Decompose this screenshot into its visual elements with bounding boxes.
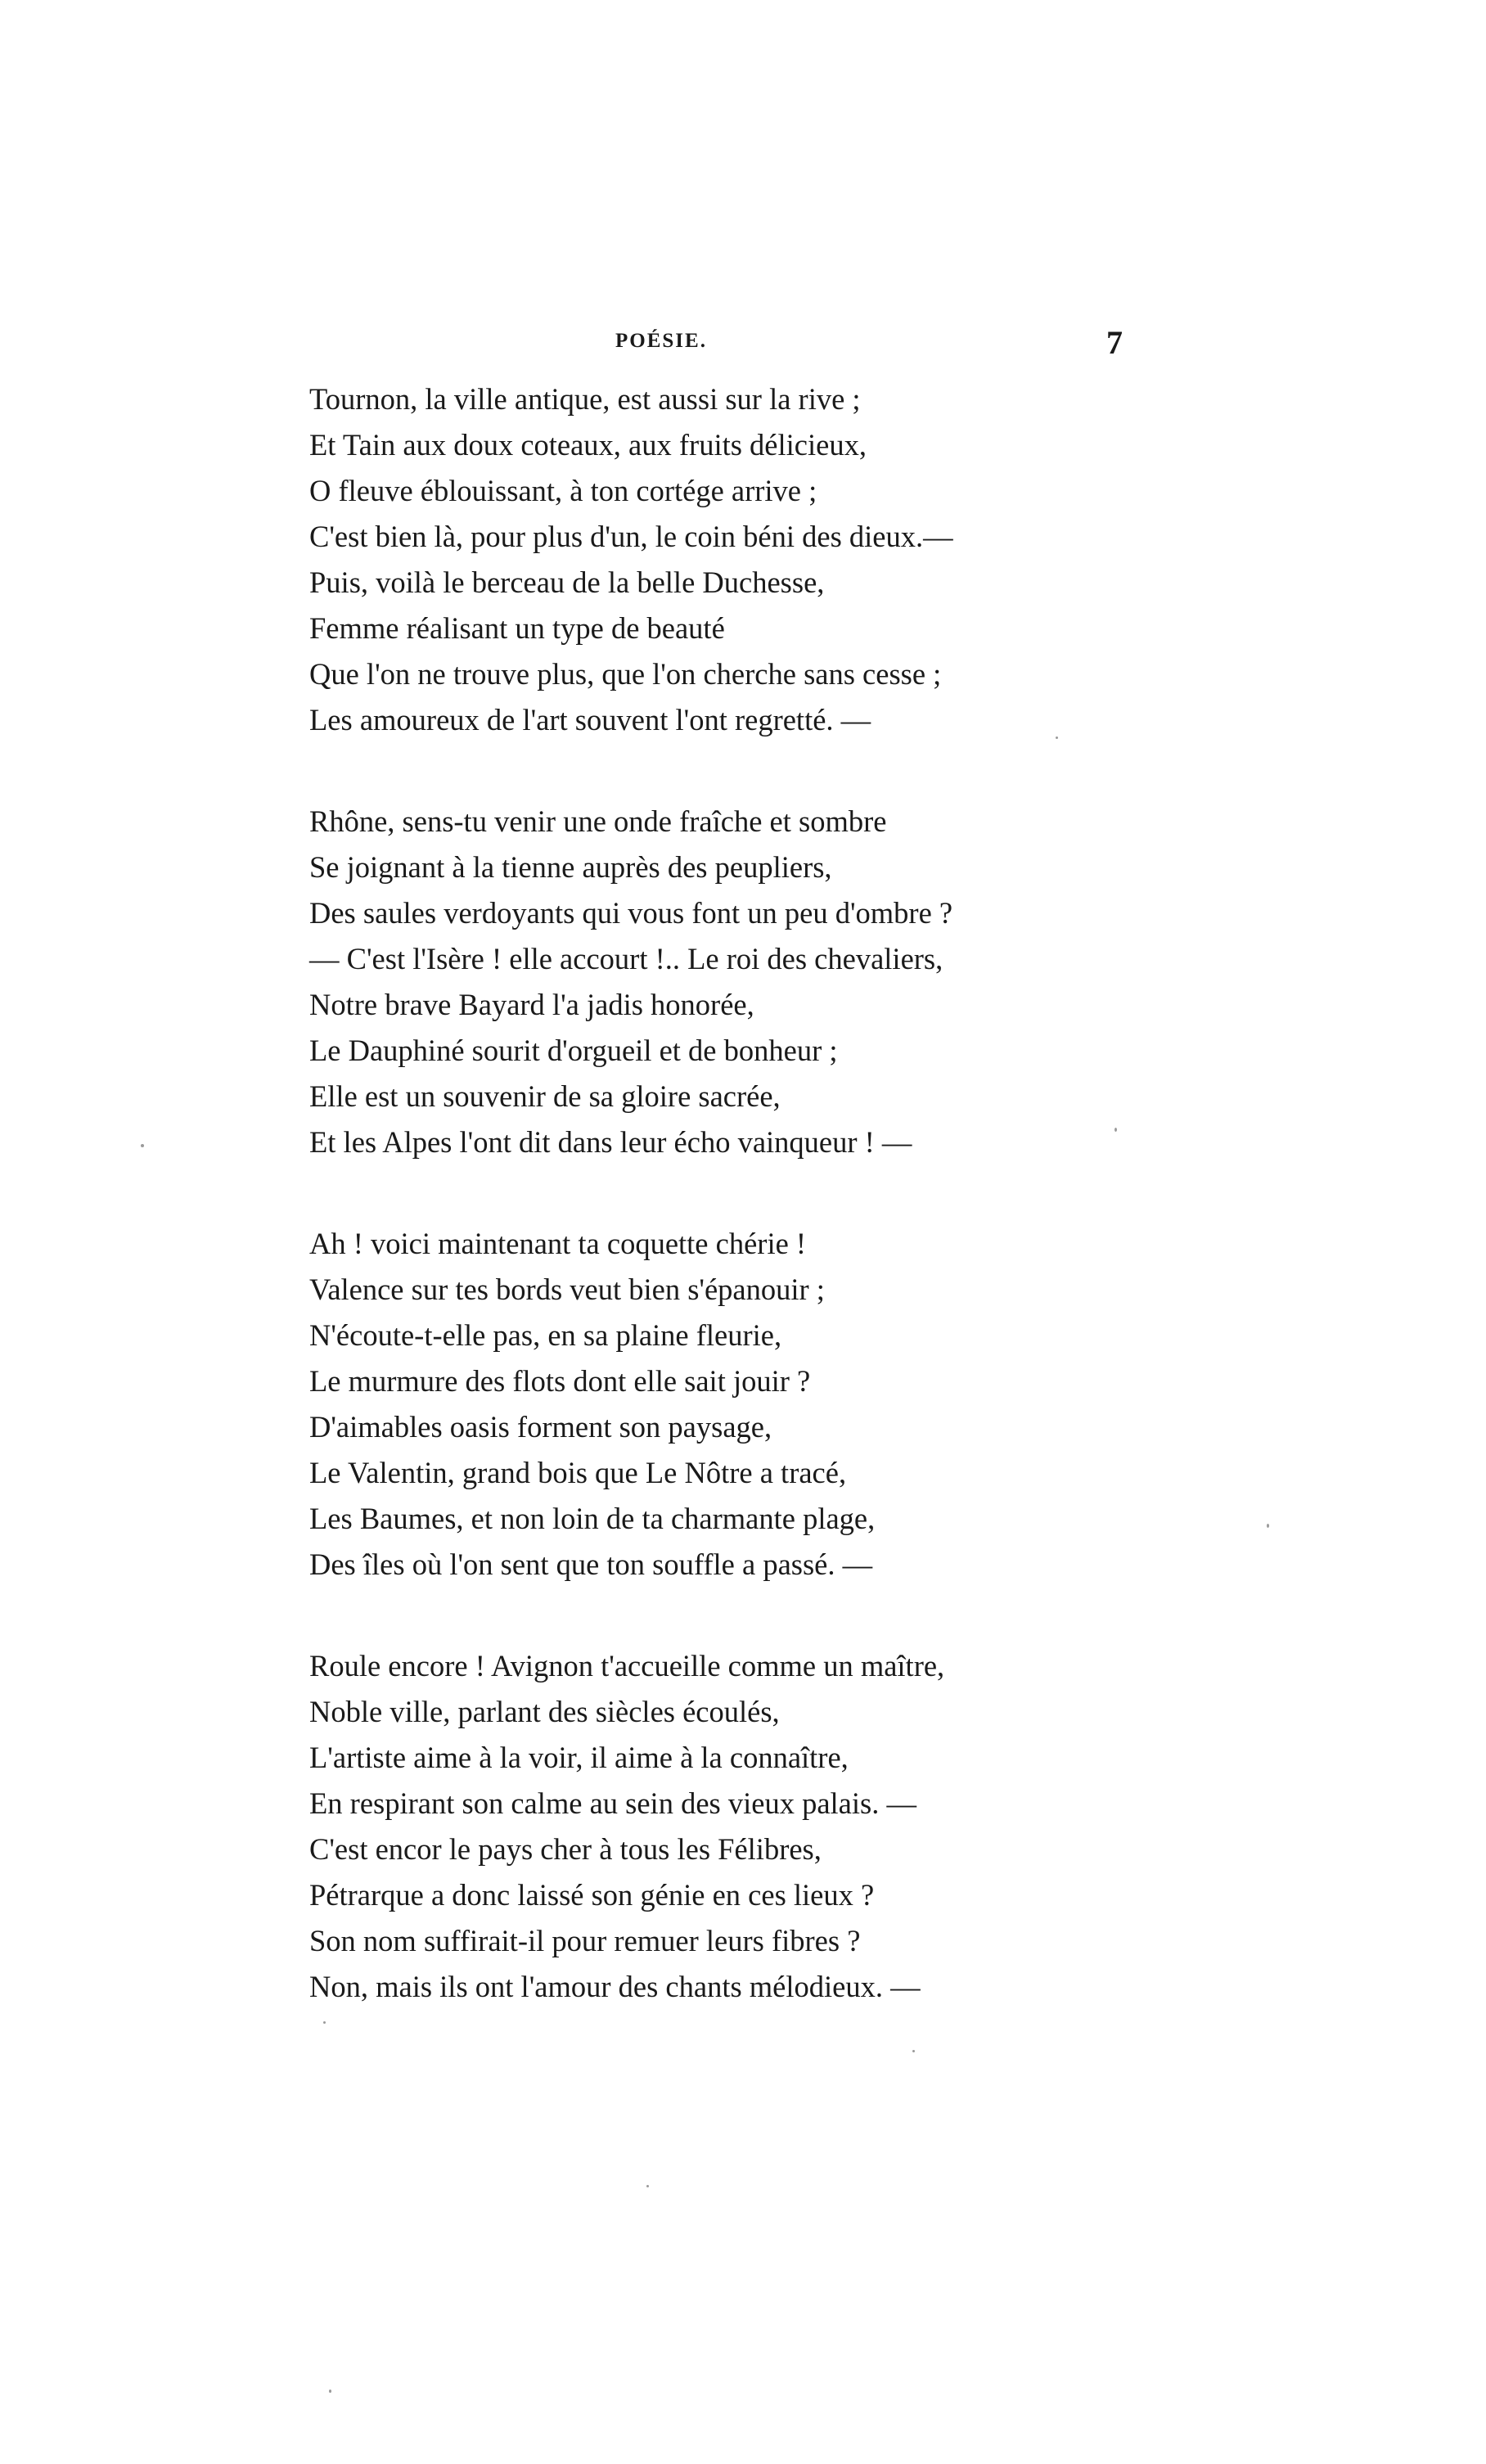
paper-speck [646,2185,649,2187]
stanza-1 [309,376,1128,743]
verse-line: Noble ville, parlant des siècles écoulés, [309,1695,780,1728]
verse-line: Le murmure des flots dont elle sait jouir ? [309,1364,811,1398]
paper-speck [912,2050,915,2052]
verse-line: Des saules verdoyants qui vous font un peu d'ombre ? [309,896,953,930]
verse-line: C'est bien là, pour plus d'un, le coin béni des dieux.— [309,520,953,553]
poem [309,376,1128,2065]
verse-line: O fleuve éblouissant, à ton cortége arrive ; [309,474,817,507]
verse-line: Le Dauphiné sourit d'orgueil et de bonheur ; [309,1034,838,1067]
verse-line: Non, mais ils ont l'amour des chants mélodieux. — [309,1970,921,2003]
verse-line: En respirant son calme au sein des vieux palais. — [309,1786,916,1820]
verse-line: Les Baumes, et non loin de ta charmante plage, [309,1502,876,1535]
verse-line: N'écoute-t-elle pas, en sa plaine fleurie, [309,1318,782,1352]
page-number: 7 [1106,324,1123,361]
verse-line: Ah ! voici maintenant ta coquette chérie ! [309,1227,807,1260]
running-head [0,323,1486,364]
paper-speck [141,1144,144,1147]
paper-speck [323,2021,326,2024]
verse-line: Roule encore ! Avignon t'accueille comme un maître, [309,1649,945,1682]
verse-line: Notre brave Bayard l'a jadis honorée, [309,988,754,1021]
verse-line: Se joignant à la tienne auprès des peupliers, [309,850,832,884]
stanza-4 [309,1643,1128,2010]
verse-line: Valence sur tes bords veut bien s'épanouir ; [309,1273,825,1306]
verse-line: Le Valentin, grand bois que Le Nôtre a tracé, [309,1456,847,1489]
verse-line: Son nom suffirait-il pour remuer leurs fibres ? [309,1924,861,1957]
verse-line: — C'est l'Isère ! elle accourt !.. Le roi des chevaliers, [309,942,943,975]
verse-line: Que l'on ne trouve plus, que l'on cherche sans cesse ; [309,657,942,691]
verse-line: Des îles où l'on sent que ton souffle a passé. — [309,1547,873,1581]
verse-line: Les amoureux de l'art souvent l'ont regretté. — [309,703,871,736]
verse-line: Pétrarque a donc laissé son génie en ces lieux ? [309,1878,875,1912]
verse-line: D'aimables oasis forment son paysage, [309,1410,772,1444]
paper-speck [1056,736,1058,739]
verse-line: C'est encor le pays cher à tous les Félibres, [309,1832,822,1866]
verse-line: Et les Alpes l'ont dit dans leur écho vainqueur ! — [309,1125,912,1159]
verse-line: Tournon, la ville antique, est aussi sur la rive ; [309,382,861,416]
verse-line: Et Tain aux doux coteaux, aux fruits délicieux, [309,428,867,462]
verse-line: Femme réalisant un type de beauté [309,611,725,645]
verse-line: Rhône, sens-tu venir une onde fraîche et sombre [309,804,887,838]
verse-line: Puis, voilà le berceau de la belle Duchesse, [309,565,825,599]
paper-speck [1114,1128,1117,1132]
verse-line: L'artiste aime à la voir, il aime à la connaître, [309,1741,849,1774]
running-title: POÉSIE. [615,330,707,352]
verse-line: Elle est un souvenir de sa gloire sacrée, [309,1079,781,1113]
paper-speck [1267,1524,1269,1528]
stanza-2 [309,799,1128,1165]
stanza-3 [309,1221,1128,1588]
paper-speck [329,2390,331,2393]
